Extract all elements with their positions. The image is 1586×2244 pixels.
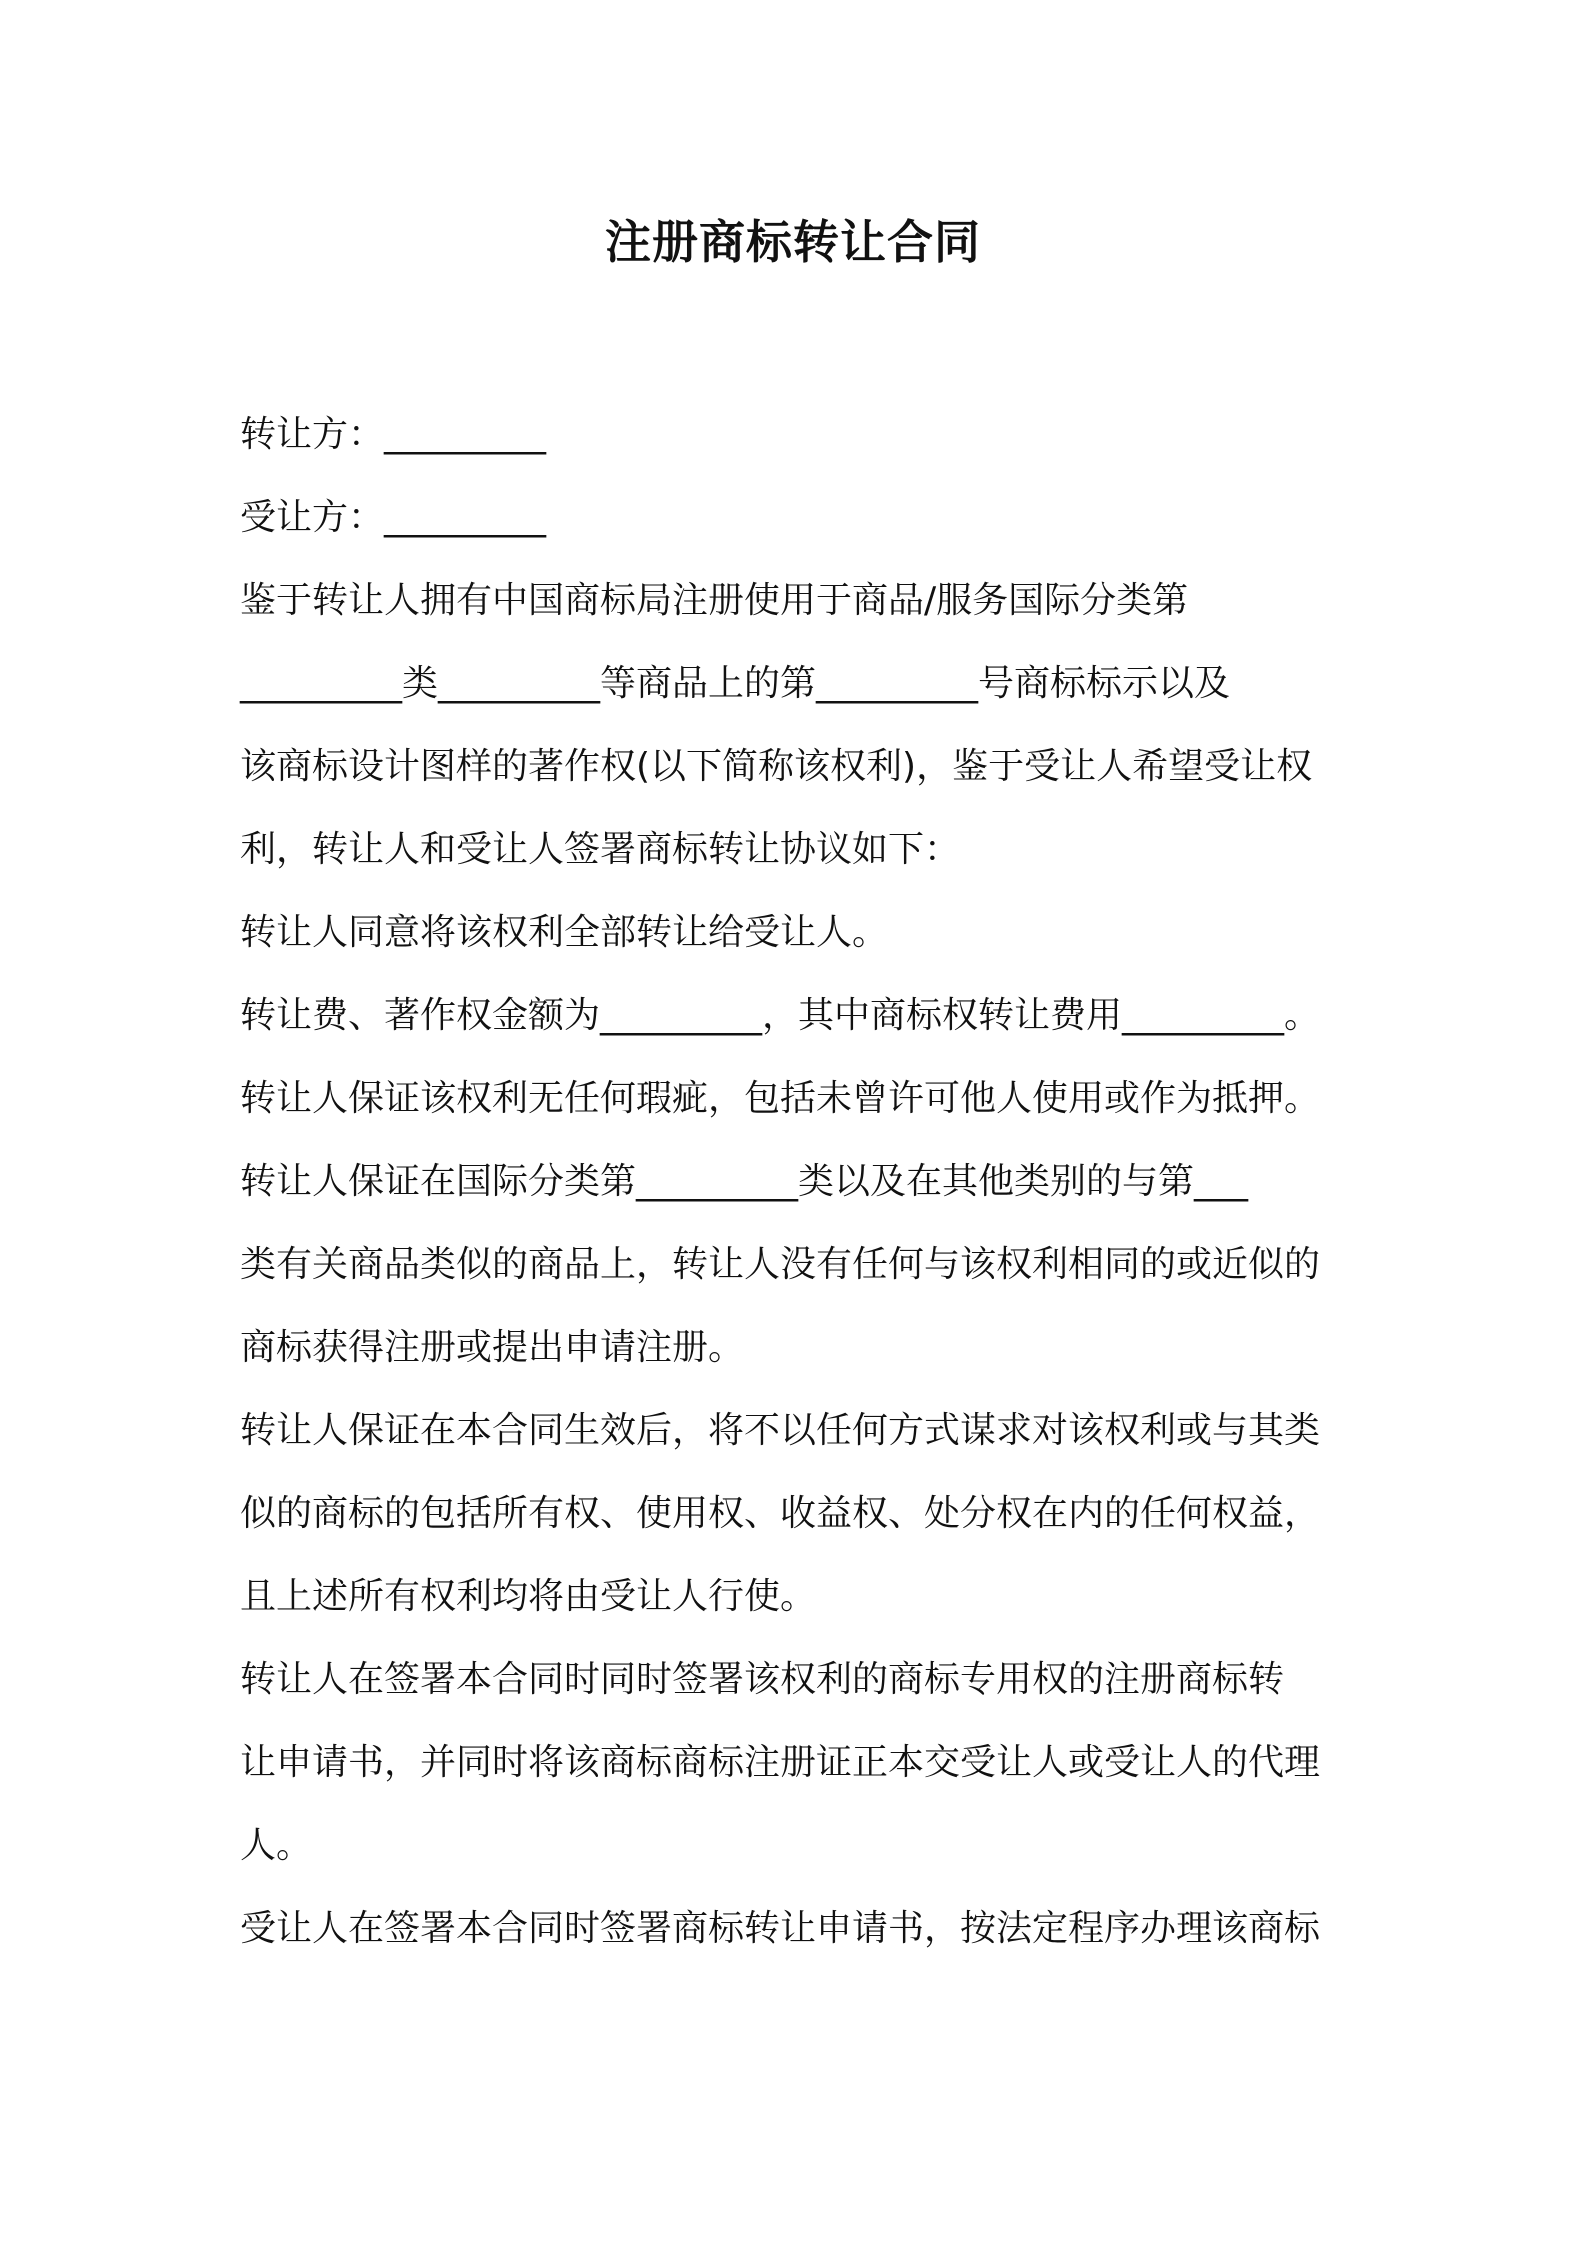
transferee-line: 受让方：_________ [240, 497, 547, 538]
body-line: 转让人在签署本合同时同时签署该权利的商标专用权的注册商标转 [240, 1659, 1285, 1700]
body-line: 且上述所有权利均将由受让人行使。 [240, 1576, 817, 1617]
document-title: 注册商标转让合同 [605, 215, 981, 269]
body-line: 商标获得注册或提出申请注册。 [240, 1327, 745, 1368]
body-line: 转让人保证在国际分类第_________类以及在其他类别的与第___ [240, 1161, 1249, 1202]
body-line: 转让费、著作权金额为_________，其中商标权转让费用_________。 [240, 995, 1321, 1036]
body-line: _________类_________等商品上的第_________号商标标示以及 [240, 663, 1231, 704]
body-line: 似的商标的包括所有权、使用权、收益权、处分权在内的任何权益， [240, 1493, 1321, 1534]
body-line: 利，转让人和受让人签署商标转让协议如下： [240, 829, 961, 870]
body-line: 转让人同意将该权利全部转让给受让人。 [240, 912, 889, 953]
body-line: 受让人在签署本合同时签署商标转让申请书，按法定程序办理该商标 [240, 1908, 1321, 1949]
body-line: 该商标设计图样的著作权(以下简称该权利)，鉴于受让人希望受让权 [240, 746, 1313, 787]
body-line: 类有关商品类似的商品上，转让人没有任何与该权利相同的或近似的 [240, 1244, 1321, 1285]
body-line: 鉴于转让人拥有中国商标局注册使用于商品/服务国际分类第 [240, 580, 1189, 621]
body-line: 转让人保证在本合同生效后，将不以任何方式谋求对该权利或与其类 [240, 1410, 1321, 1451]
body-line: 人。 [240, 1825, 313, 1866]
transferor-line: 转让方：_________ [240, 414, 547, 455]
body-line: 让申请书，并同时将该商标商标注册证正本交受让人或受让人的代理 [240, 1742, 1321, 1783]
body-line: 转让人保证该权利无任何瑕疵，包括未曾许可他人使用或作为抵押。 [240, 1078, 1321, 1119]
